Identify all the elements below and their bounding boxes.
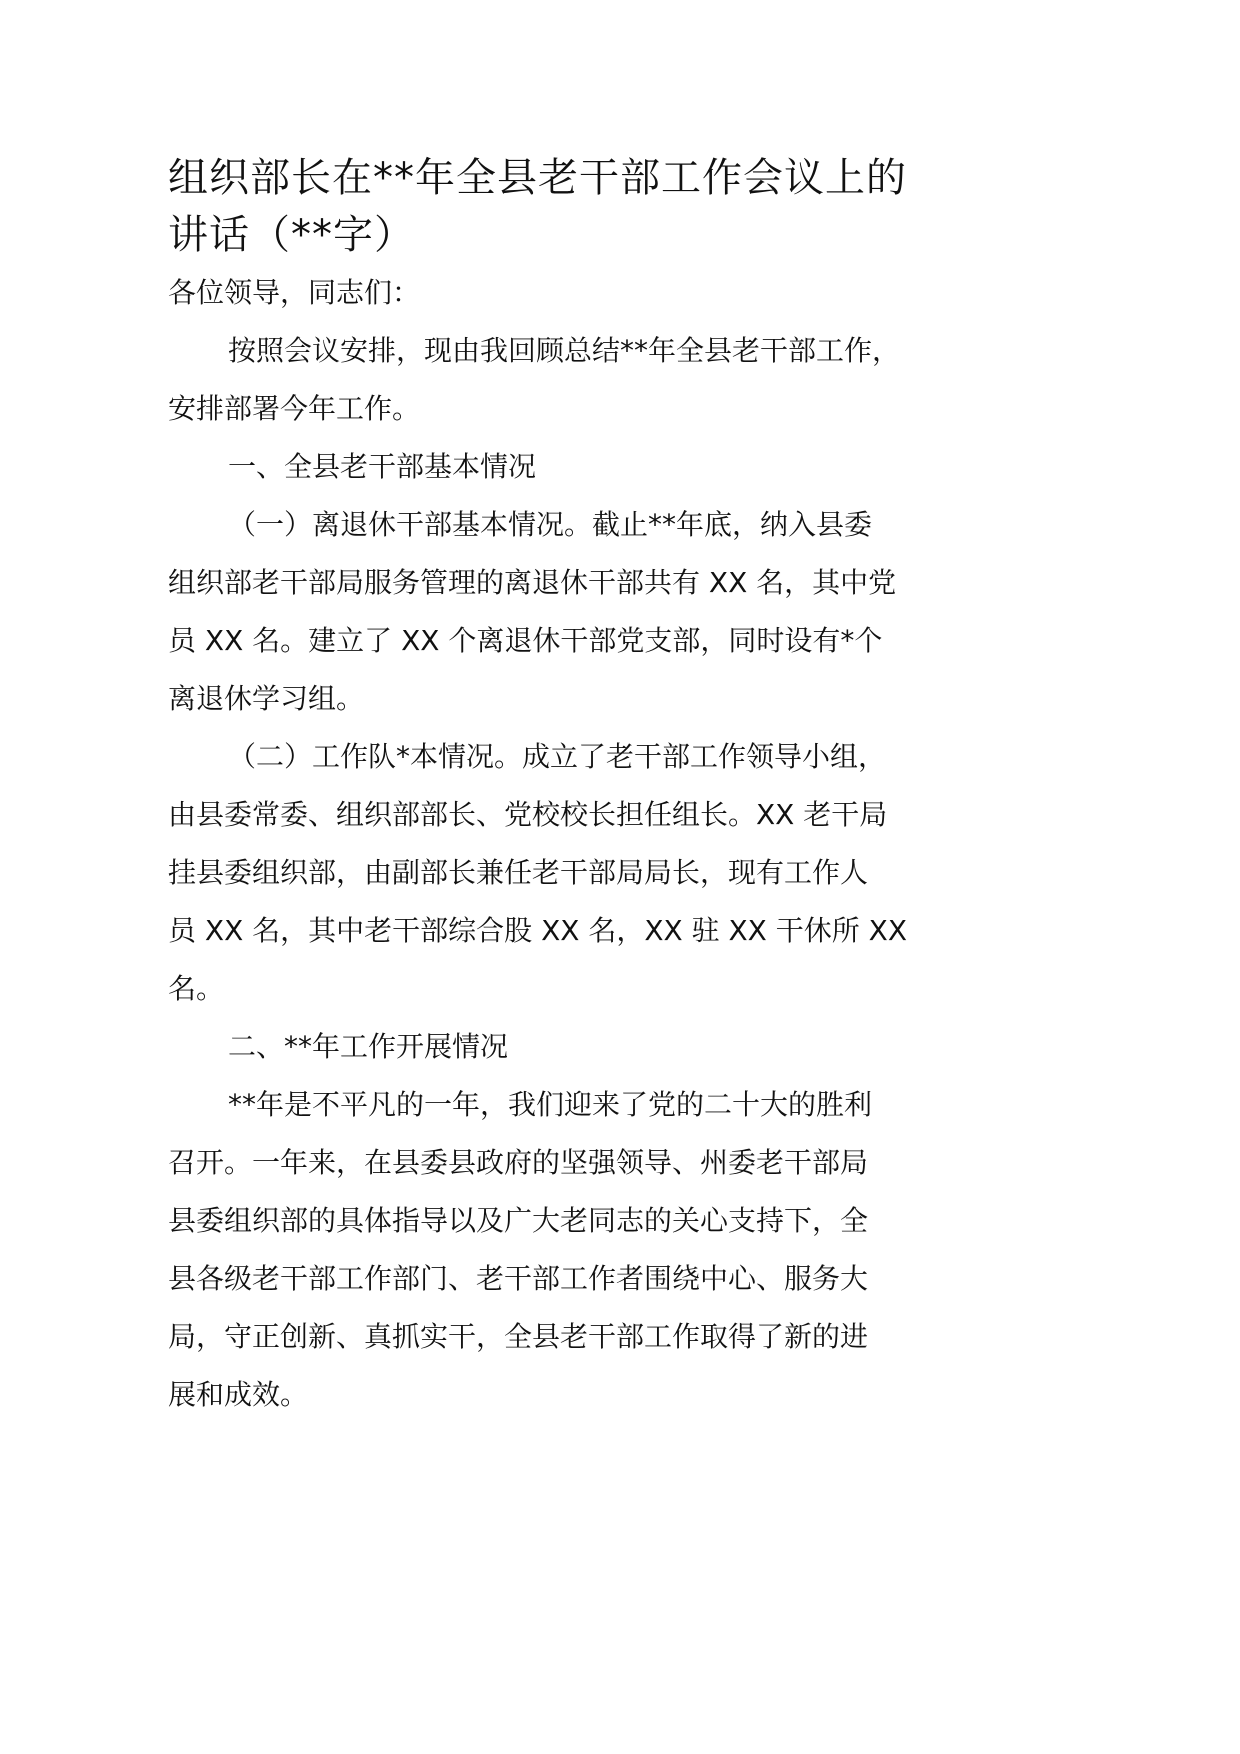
text-line: 局，守正创新、真抓实干，全县老干部工作取得了新的进 bbox=[168, 1320, 869, 1353]
text-line: **年是不平凡的一年，我们迎来了党的二十大的胜利 bbox=[228, 1088, 873, 1121]
text-line: 由县委常委、组织部部长、党校校长担任组长。XX 老干局 bbox=[168, 798, 888, 831]
text-line: 县委组织部的具体指导以及广大老同志的关心支持下，全 bbox=[168, 1204, 869, 1237]
text-line: 县各级老干部工作部门、老干部工作者围绕中心、服务大 bbox=[168, 1262, 869, 1295]
text-line: 各位领导，同志们： bbox=[168, 276, 421, 309]
text-line: 召开。一年来，在县委县政府的坚强领导、州委老干部局 bbox=[168, 1146, 869, 1179]
text-line: 离退休学习组。 bbox=[168, 682, 365, 715]
text-line: 展和成效。 bbox=[168, 1378, 309, 1411]
text-line: 挂县委组织部，由副部长兼任老干部局局长，现有工作人 bbox=[168, 856, 869, 889]
text-line: 安排部署今年工作。 bbox=[168, 392, 421, 425]
title-line: 组织部长在**年全县老干部工作会议上的 bbox=[168, 155, 907, 201]
paragraph-year-review bbox=[168, 1076, 968, 1424]
document-page bbox=[168, 150, 968, 1424]
text-line: 二、**年工作开展情况 bbox=[228, 1030, 509, 1063]
text-line: （二）工作队*本情况。成立了老干部工作领导小组， bbox=[228, 740, 887, 773]
text-line: 组织部老干部局服务管理的离退休干部共有 XX 名，其中党 bbox=[168, 566, 897, 599]
text-line: （一）离退休干部基本情况。截止**年底，纳入县委 bbox=[228, 508, 873, 541]
document-title bbox=[168, 150, 968, 264]
text-line: 一、全县老干部基本情况 bbox=[228, 450, 537, 483]
title-line: 讲话（**字） bbox=[168, 212, 415, 258]
section-heading-2 bbox=[168, 1018, 968, 1076]
paragraph-retired-cadres bbox=[168, 496, 968, 728]
intro-paragraph bbox=[168, 322, 968, 438]
text-line: 按照会议安排，现由我回顾总结**年全县老干部工作， bbox=[228, 334, 901, 367]
section-heading-1 bbox=[168, 438, 968, 496]
text-line: 员 XX 名，其中老干部综合股 XX 名，XX 驻 XX 干休所 XX bbox=[168, 914, 908, 947]
text-line: 名。 bbox=[168, 972, 225, 1005]
paragraph-work-team bbox=[168, 728, 968, 1018]
text-line: 员 XX 名。建立了 XX 个离退休干部党支部，同时设有*个 bbox=[168, 624, 883, 657]
salutation bbox=[168, 264, 968, 322]
